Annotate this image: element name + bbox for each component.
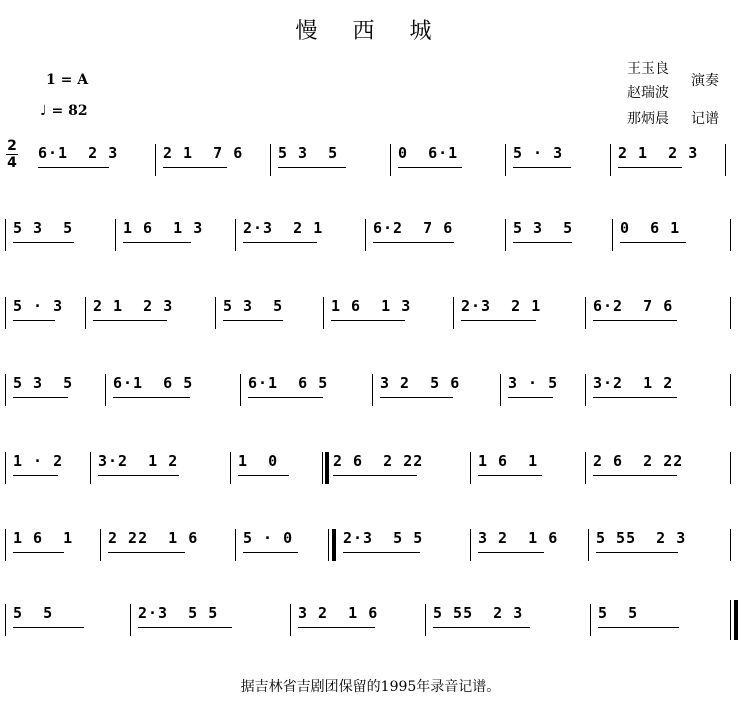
barline bbox=[390, 144, 391, 176]
measure-notes: 3 2 1 6 bbox=[298, 604, 379, 622]
barline bbox=[612, 219, 613, 251]
beam-underline bbox=[243, 552, 298, 553]
measure-notes: 1 6 1 3 bbox=[123, 219, 204, 237]
transcriber-role: 记谱 bbox=[691, 111, 719, 127]
beam-underline bbox=[331, 320, 405, 321]
measure bbox=[598, 600, 722, 640]
barline bbox=[730, 297, 731, 329]
measure bbox=[343, 525, 462, 565]
measure bbox=[113, 370, 232, 410]
beam-underline bbox=[13, 242, 74, 243]
barline bbox=[270, 144, 271, 176]
measure bbox=[433, 600, 582, 640]
measure-notes: 0 6·1 bbox=[398, 144, 459, 162]
measure-notes: 5 3 5 bbox=[513, 219, 574, 237]
staff-row bbox=[0, 370, 741, 410]
footnote: 据吉林省吉剧团保留的1995年录音记谱。 bbox=[240, 679, 501, 695]
beam-underline bbox=[380, 397, 453, 398]
barline bbox=[115, 219, 116, 251]
measure-notes: 2 6 2 22 bbox=[593, 452, 684, 470]
beam-underline bbox=[13, 320, 55, 321]
measure bbox=[243, 215, 357, 255]
barline bbox=[425, 604, 426, 636]
beam-underline bbox=[298, 627, 375, 628]
beam-underline bbox=[248, 397, 323, 398]
barline bbox=[105, 374, 106, 406]
beam-underline bbox=[461, 320, 536, 321]
measure-notes: 6·1 6 5 bbox=[113, 374, 194, 392]
beam-underline bbox=[598, 627, 679, 628]
measure bbox=[163, 140, 262, 180]
beam-underline bbox=[13, 397, 68, 398]
measure bbox=[108, 525, 227, 565]
staff-row bbox=[0, 140, 741, 180]
measure bbox=[238, 448, 317, 488]
measure bbox=[13, 370, 97, 410]
barline bbox=[500, 374, 501, 406]
measure bbox=[508, 370, 577, 410]
beam-underline bbox=[433, 627, 530, 628]
barline bbox=[372, 374, 373, 406]
measure bbox=[618, 140, 717, 180]
beam-underline bbox=[596, 552, 678, 553]
measure-notes: 5 3 5 bbox=[13, 219, 74, 237]
measure-notes: 5 5 bbox=[13, 604, 54, 622]
barline bbox=[100, 529, 101, 561]
beam-underline bbox=[618, 167, 682, 168]
measure bbox=[513, 140, 602, 180]
barline bbox=[365, 219, 366, 251]
measure-notes: 3 · 5 bbox=[508, 374, 559, 392]
measure-notes: 6·2 7 6 bbox=[593, 297, 674, 315]
barline bbox=[290, 604, 291, 636]
measure bbox=[298, 600, 417, 640]
measure bbox=[373, 215, 497, 255]
staff-row bbox=[0, 600, 741, 640]
barline bbox=[585, 297, 586, 329]
beam-underline bbox=[398, 167, 462, 168]
measure bbox=[478, 525, 580, 565]
beam-underline bbox=[620, 242, 686, 243]
measure-notes: 3 2 1 6 bbox=[478, 529, 559, 547]
beam-underline bbox=[98, 475, 179, 476]
barline bbox=[470, 452, 471, 484]
beam-underline bbox=[243, 242, 317, 243]
measure-notes: 5 3 5 bbox=[278, 144, 339, 162]
measure-notes: 0 6 1 bbox=[620, 219, 681, 237]
measure bbox=[333, 448, 462, 488]
measure-notes: 5 · 0 bbox=[243, 529, 294, 547]
measure-notes: 5 3 5 bbox=[13, 374, 74, 392]
beam-underline bbox=[238, 475, 289, 476]
measure bbox=[593, 448, 722, 488]
barline bbox=[5, 604, 6, 636]
beam-underline bbox=[373, 242, 454, 243]
measure bbox=[593, 293, 722, 333]
measure-notes: 2 1 2 3 bbox=[618, 144, 699, 162]
barline bbox=[155, 144, 156, 176]
measure-notes: 2·3 5 5 bbox=[138, 604, 219, 622]
measure bbox=[461, 293, 577, 333]
beam-underline bbox=[123, 242, 191, 243]
beam-underline bbox=[513, 242, 572, 243]
barline bbox=[130, 604, 131, 636]
measure bbox=[248, 370, 364, 410]
measure bbox=[13, 600, 122, 640]
measure bbox=[278, 140, 382, 180]
performer-2: 赵瑞波 bbox=[627, 85, 669, 101]
measure bbox=[123, 215, 227, 255]
key-signature: 1 = A bbox=[46, 72, 89, 88]
barline bbox=[5, 452, 6, 484]
beam-underline bbox=[333, 475, 417, 476]
transcriber: 那炳晨 bbox=[627, 111, 669, 127]
measure bbox=[593, 370, 722, 410]
measure-notes: 3·2 1 2 bbox=[98, 452, 179, 470]
measure-notes: 2 6 2 22 bbox=[333, 452, 424, 470]
barline bbox=[453, 297, 454, 329]
beam-underline bbox=[593, 320, 677, 321]
measure bbox=[93, 293, 207, 333]
measure-notes: 1 6 1 bbox=[13, 529, 74, 547]
barline bbox=[5, 529, 6, 561]
measure-notes: 6·2 7 6 bbox=[373, 219, 454, 237]
beam-underline bbox=[163, 167, 227, 168]
page-title: 慢 西 城 bbox=[295, 19, 446, 44]
measure bbox=[380, 370, 492, 410]
beam-underline bbox=[223, 320, 283, 321]
measure bbox=[331, 293, 445, 333]
measure-notes: 5 55 2 3 bbox=[433, 604, 524, 622]
measure bbox=[13, 215, 107, 255]
measure bbox=[513, 215, 604, 255]
final-barline bbox=[730, 600, 738, 640]
beam-underline bbox=[278, 167, 346, 168]
beam-underline bbox=[113, 397, 190, 398]
measure-notes: 5 55 2 3 bbox=[596, 529, 687, 547]
measure bbox=[13, 293, 77, 333]
beam-underline bbox=[593, 475, 677, 476]
barline bbox=[235, 529, 236, 561]
barline bbox=[585, 374, 586, 406]
measure bbox=[223, 293, 315, 333]
measure bbox=[478, 448, 577, 488]
barline bbox=[5, 219, 6, 251]
beam-underline bbox=[343, 552, 420, 553]
measure-notes: 1 6 1 bbox=[478, 452, 539, 470]
beam-underline bbox=[13, 552, 64, 553]
beam-underline bbox=[478, 475, 542, 476]
barline bbox=[90, 452, 91, 484]
measure bbox=[620, 215, 722, 255]
measure-notes: 1 · 2 bbox=[13, 452, 64, 470]
measure bbox=[13, 525, 92, 565]
barline bbox=[590, 604, 591, 636]
measure-notes: 6·1 2 3 bbox=[38, 144, 119, 162]
measure-notes: 2·3 2 1 bbox=[461, 297, 542, 315]
measure-notes: 5 · 3 bbox=[513, 144, 564, 162]
staff-row bbox=[0, 293, 741, 333]
measure-notes: 1 0 bbox=[238, 452, 279, 470]
performers-role: 演奏 bbox=[691, 73, 719, 89]
beam-underline bbox=[478, 552, 544, 553]
barline bbox=[730, 374, 731, 406]
measure bbox=[138, 600, 282, 640]
measure-notes: 3·2 1 2 bbox=[593, 374, 674, 392]
measure-notes: 2 1 7 6 bbox=[163, 144, 244, 162]
measure-notes: 5 · 3 bbox=[13, 297, 64, 315]
beam-underline bbox=[38, 167, 109, 168]
measure-notes: 2·3 5 5 bbox=[343, 529, 424, 547]
performer-1: 王玉良 bbox=[627, 61, 669, 77]
measure-notes: 2·3 2 1 bbox=[243, 219, 324, 237]
beam-underline bbox=[593, 397, 677, 398]
beam-underline bbox=[508, 397, 553, 398]
beam-underline bbox=[93, 320, 167, 321]
measure-notes: 5 3 5 bbox=[223, 297, 284, 315]
beam-underline bbox=[13, 475, 58, 476]
measure bbox=[243, 525, 327, 565]
beam-underline bbox=[513, 167, 571, 168]
measure bbox=[13, 448, 82, 488]
measure-notes: 3 2 5 6 bbox=[380, 374, 461, 392]
barline bbox=[5, 297, 6, 329]
measure bbox=[38, 140, 147, 180]
barline bbox=[240, 374, 241, 406]
measure-notes: 6·1 6 5 bbox=[248, 374, 329, 392]
measure bbox=[596, 525, 722, 565]
staff-row bbox=[0, 448, 741, 488]
beam-underline bbox=[138, 627, 232, 628]
time-signature-top: 2 bbox=[7, 138, 17, 154]
measure-notes: 2 1 2 3 bbox=[93, 297, 174, 315]
barline bbox=[230, 452, 231, 484]
staff-row bbox=[0, 525, 741, 565]
barline bbox=[585, 452, 586, 484]
measure bbox=[398, 140, 497, 180]
barline bbox=[730, 452, 731, 484]
measure-notes: 1 6 1 3 bbox=[331, 297, 412, 315]
staff-row bbox=[0, 215, 741, 255]
beam-underline bbox=[13, 627, 84, 628]
time-signature-bottom: 4 bbox=[7, 155, 17, 171]
repeat-barline bbox=[328, 529, 335, 561]
measure bbox=[98, 448, 222, 488]
barline bbox=[85, 297, 86, 329]
barline bbox=[323, 297, 324, 329]
repeat-barline bbox=[322, 452, 329, 484]
barline bbox=[610, 144, 611, 176]
beam-underline bbox=[108, 552, 185, 553]
measure-notes: 2 22 1 6 bbox=[108, 529, 199, 547]
barline bbox=[725, 144, 726, 176]
barline bbox=[235, 219, 236, 251]
barline bbox=[505, 219, 506, 251]
barline bbox=[5, 374, 6, 406]
barline bbox=[470, 529, 471, 561]
barline bbox=[730, 529, 731, 561]
barline bbox=[335, 529, 336, 561]
measure-notes: 5 5 bbox=[598, 604, 639, 622]
barline bbox=[505, 144, 506, 176]
barline bbox=[215, 297, 216, 329]
barline bbox=[730, 219, 731, 251]
tempo-marking: ♩ = 82 bbox=[40, 103, 88, 119]
barline bbox=[588, 529, 589, 561]
